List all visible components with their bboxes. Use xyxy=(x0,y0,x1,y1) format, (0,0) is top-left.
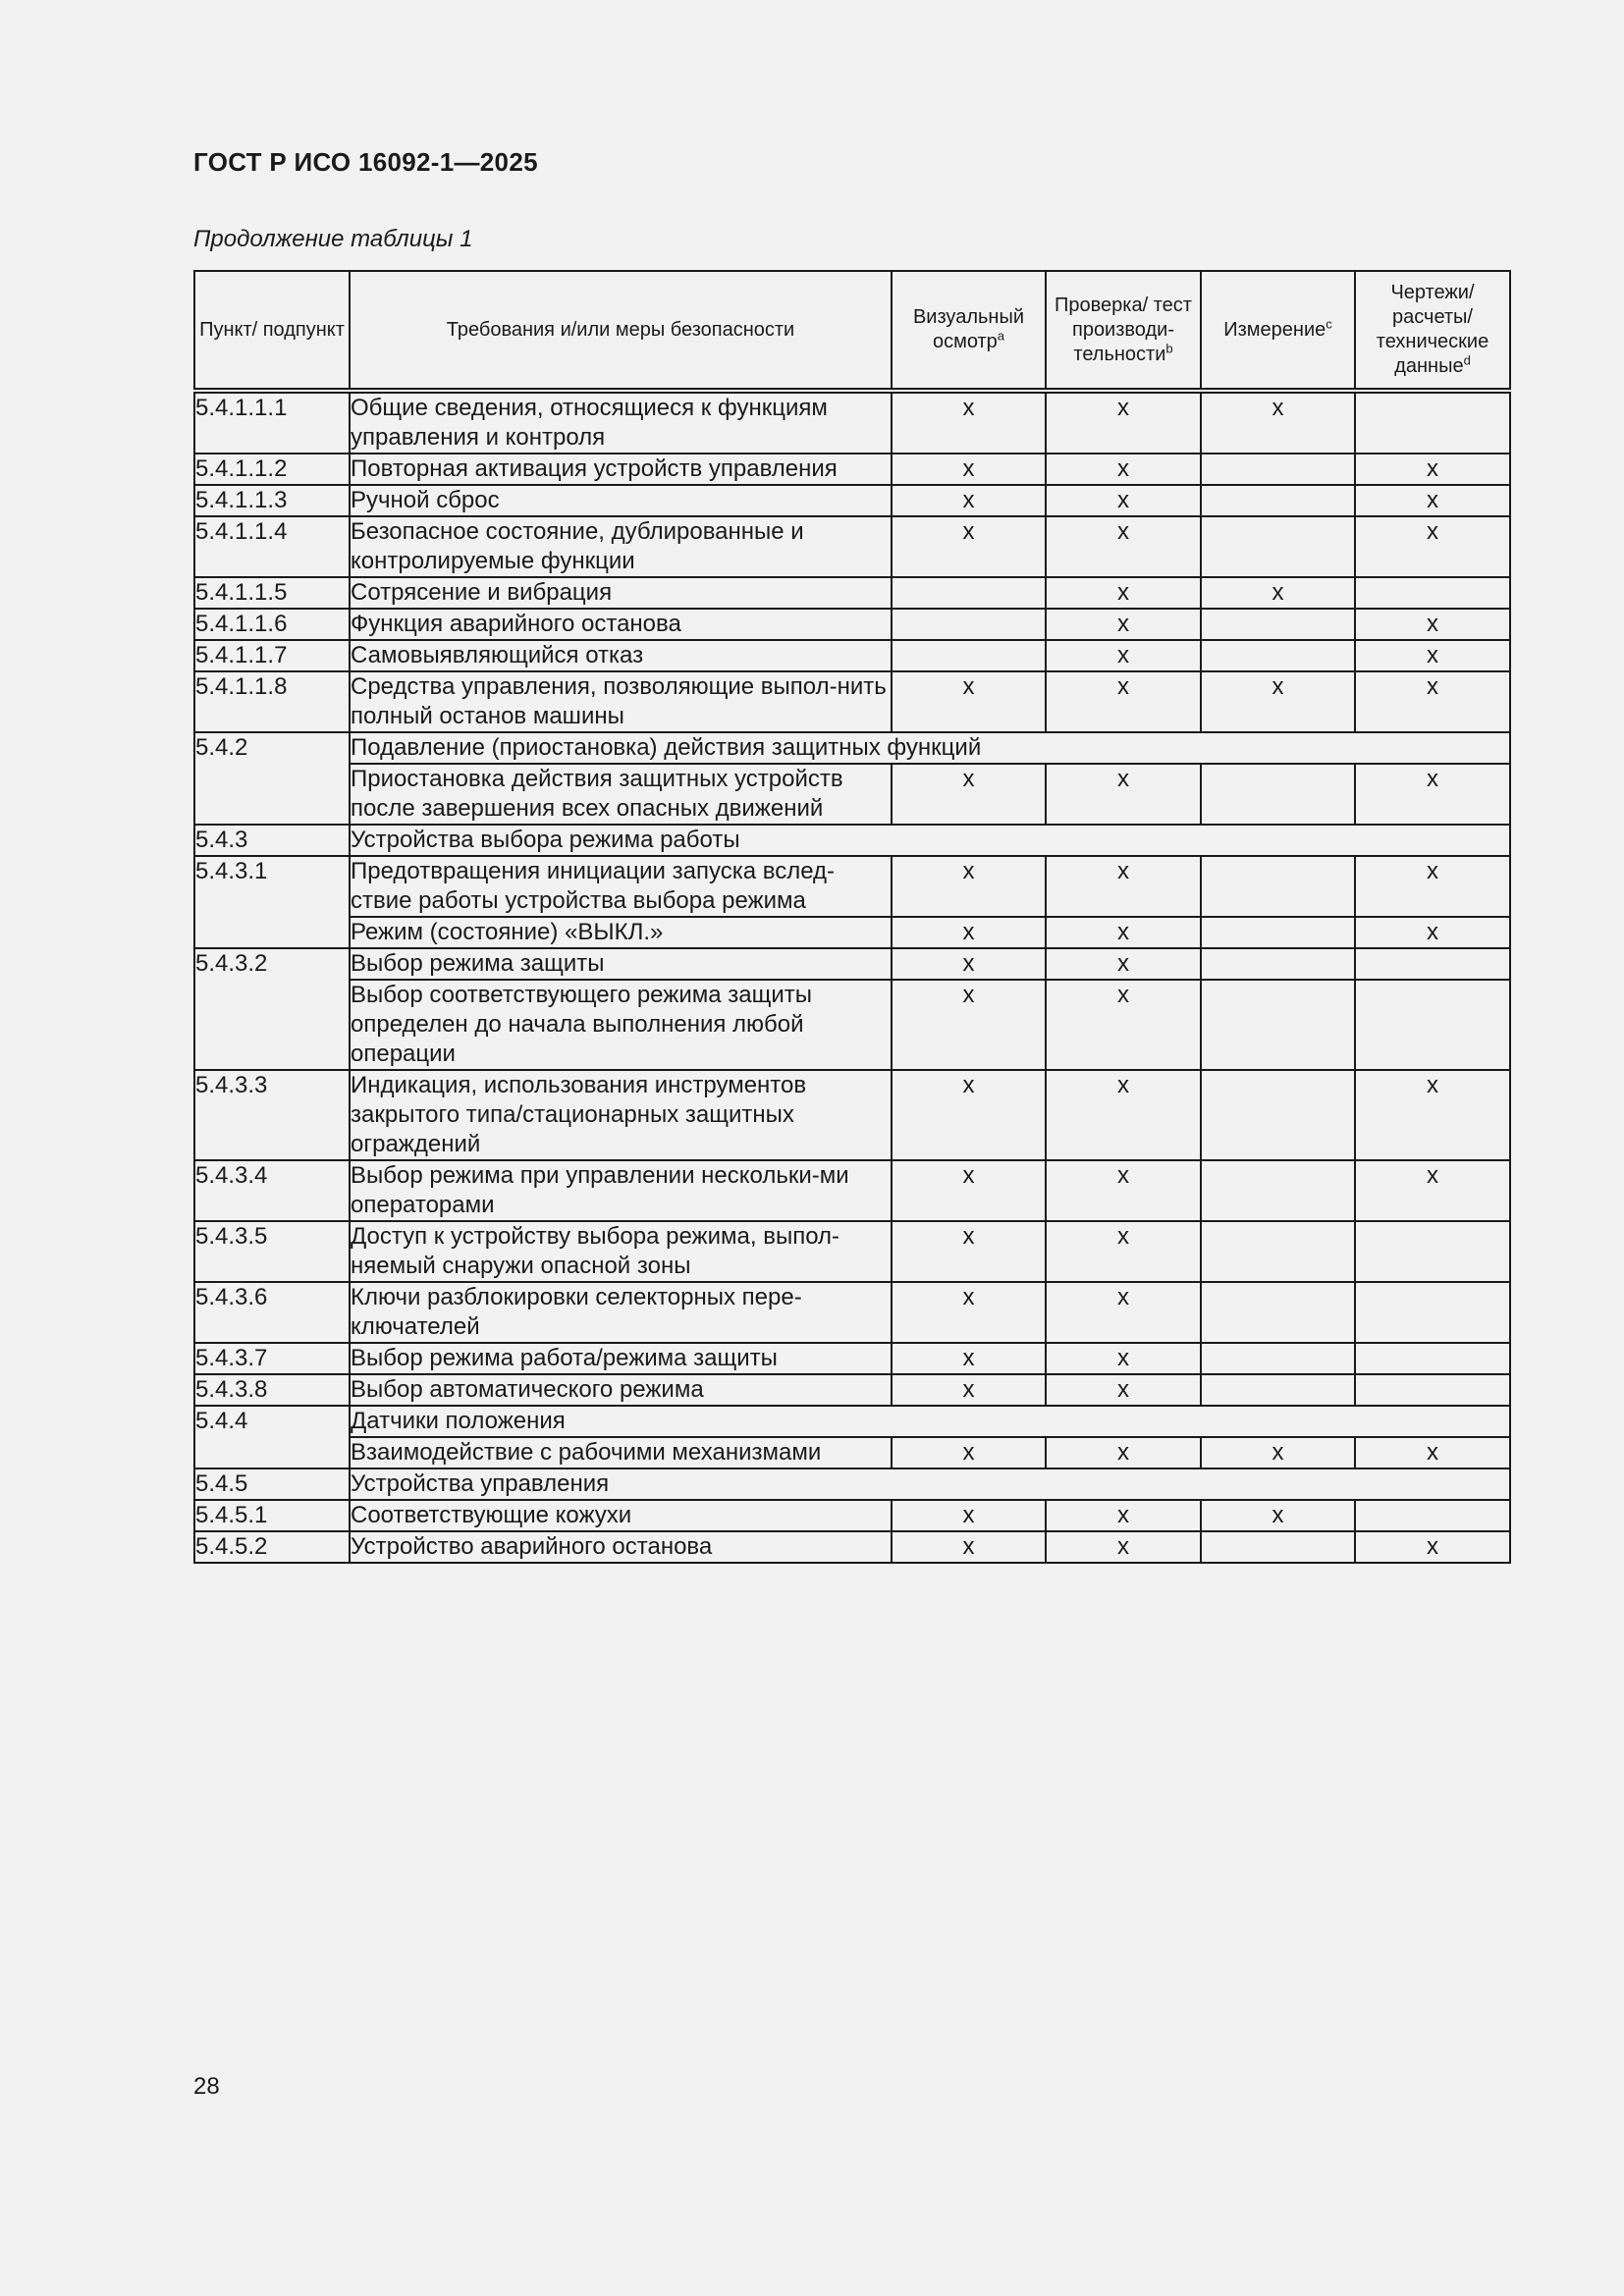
clause-cell: 5.4.1.1.7 xyxy=(194,640,350,671)
mark-measure xyxy=(1201,640,1355,671)
col-header-drawings xyxy=(1355,271,1510,391)
mark-test: x xyxy=(1046,1374,1201,1406)
mark-visual: x xyxy=(892,1160,1046,1221)
table-row xyxy=(194,454,1510,485)
table-row xyxy=(194,732,1510,764)
mark-test: x xyxy=(1046,856,1201,917)
section-heading-cell: Устройства управления xyxy=(350,1468,1510,1500)
clause-cell: 5.4.1.1.3 xyxy=(194,485,350,516)
col-header-measure xyxy=(1201,271,1355,391)
mark-test: x xyxy=(1046,640,1201,671)
mark-measure xyxy=(1201,980,1355,1070)
mark-drawings: x xyxy=(1355,1160,1510,1221)
mark-test: x xyxy=(1046,1282,1201,1343)
table-row xyxy=(194,1374,1510,1406)
mark-drawings: x xyxy=(1355,671,1510,732)
mark-drawings xyxy=(1355,948,1510,980)
mark-visual xyxy=(892,577,1046,609)
col-header-test xyxy=(1046,271,1201,391)
mark-measure xyxy=(1201,764,1355,825)
mark-visual xyxy=(892,609,1046,640)
mark-visual: x xyxy=(892,917,1046,948)
table-row xyxy=(194,485,1510,516)
col-header-measure-label: Измерение xyxy=(1223,318,1326,341)
clause-cell: 5.4.5 xyxy=(194,1468,350,1500)
mark-drawings xyxy=(1355,980,1510,1070)
mark-test: x xyxy=(1046,391,1201,454)
mark-test: x xyxy=(1046,1221,1201,1282)
mark-test: x xyxy=(1046,1437,1201,1468)
mark-measure xyxy=(1201,454,1355,485)
mark-test: x xyxy=(1046,1343,1201,1374)
mark-test: x xyxy=(1046,485,1201,516)
mark-drawings: x xyxy=(1355,609,1510,640)
clause-cell: 5.4.5.1 xyxy=(194,1500,350,1531)
mark-test: x xyxy=(1046,1070,1201,1160)
mark-visual: x xyxy=(892,1374,1046,1406)
mark-measure: x xyxy=(1201,577,1355,609)
mark-test: x xyxy=(1046,1531,1201,1563)
mark-drawings xyxy=(1355,1500,1510,1531)
requirement-cell: Устройство аварийного останова xyxy=(350,1531,892,1563)
requirement-cell: Общие сведения, относящиеся к функциям управления и контроля xyxy=(350,391,892,454)
mark-drawings xyxy=(1355,1374,1510,1406)
table-caption: Продолжение таблицы 1 xyxy=(193,226,473,252)
requirement-cell: Повторная активация устройств управления xyxy=(350,454,892,485)
mark-test: x xyxy=(1046,516,1201,577)
mark-drawings: x xyxy=(1355,856,1510,917)
mark-drawings: x xyxy=(1355,1437,1510,1468)
mark-visual xyxy=(892,640,1046,671)
table-row xyxy=(194,948,1510,980)
clause-cell: 5.4.3 xyxy=(194,825,350,856)
table-row xyxy=(194,1500,1510,1531)
section-heading-cell: Устройства выбора режима работы xyxy=(350,825,1510,856)
footnote-marker: d xyxy=(1463,352,1471,368)
mark-visual: x xyxy=(892,1500,1046,1531)
col-header-requirement: Требования и/или меры безопасности xyxy=(350,271,892,391)
requirement-cell: Функция аварийного останова xyxy=(350,609,892,640)
clause-cell: 5.4.3.8 xyxy=(194,1374,350,1406)
clause-cell: 5.4.3.1 xyxy=(194,856,350,948)
table-row xyxy=(194,1221,1510,1282)
mark-test: x xyxy=(1046,764,1201,825)
mark-measure: x xyxy=(1201,1437,1355,1468)
table-row xyxy=(194,1406,1510,1437)
col-header-clause: Пункт/ подпункт xyxy=(194,271,350,391)
table-row xyxy=(194,609,1510,640)
col-header-test-label: Проверка/ тест производи- тельности xyxy=(1055,294,1192,365)
clause-cell: 5.4.3.3 xyxy=(194,1070,350,1160)
mark-drawings: x xyxy=(1355,485,1510,516)
mark-measure xyxy=(1201,1282,1355,1343)
table-row xyxy=(194,671,1510,732)
mark-drawings xyxy=(1355,1343,1510,1374)
requirement-cell: Сотрясение и вибрация xyxy=(350,577,892,609)
requirement-cell: Выбор режима защиты xyxy=(350,948,892,980)
mark-drawings xyxy=(1355,1221,1510,1282)
table-row xyxy=(194,1070,1510,1160)
table-header-row xyxy=(194,271,1510,391)
mark-visual: x xyxy=(892,856,1046,917)
clause-cell: 5.4.3.4 xyxy=(194,1160,350,1221)
clause-cell: 5.4.1.1.4 xyxy=(194,516,350,577)
mark-drawings: x xyxy=(1355,640,1510,671)
mark-test: x xyxy=(1046,917,1201,948)
section-heading-cell: Подавление (приостановка) действия защитных функций xyxy=(350,732,1510,764)
requirement-cell: Самовыявляющийся отказ xyxy=(350,640,892,671)
mark-test: x xyxy=(1046,1160,1201,1221)
mark-test: x xyxy=(1046,454,1201,485)
requirement-cell: Доступ к устройству выбора режима, выпол-няемый снаружи опасной зоны xyxy=(350,1221,892,1282)
mark-visual: x xyxy=(892,1221,1046,1282)
mark-visual: x xyxy=(892,485,1046,516)
requirement-cell: Выбор соответствующего режима защиты определен до начала выполнения любой операции xyxy=(350,980,892,1070)
col-header-visual xyxy=(892,271,1046,391)
table-row xyxy=(194,1282,1510,1343)
col-header-drawings-label: Чертежи/ расчеты/ технические данные xyxy=(1376,282,1489,377)
mark-measure: x xyxy=(1201,671,1355,732)
footnote-marker: b xyxy=(1165,340,1173,355)
mark-measure xyxy=(1201,1531,1355,1563)
mark-measure: x xyxy=(1201,1500,1355,1531)
clause-cell: 5.4.1.1.1 xyxy=(194,391,350,454)
clause-cell: 5.4.3.6 xyxy=(194,1282,350,1343)
clause-cell: 5.4.5.2 xyxy=(194,1531,350,1563)
mark-drawings: x xyxy=(1355,764,1510,825)
mark-measure xyxy=(1201,917,1355,948)
table-row xyxy=(194,640,1510,671)
mark-visual: x xyxy=(892,1343,1046,1374)
mark-visual: x xyxy=(892,391,1046,454)
mark-drawings: x xyxy=(1355,516,1510,577)
clause-cell: 5.4.3.5 xyxy=(194,1221,350,1282)
mark-drawings xyxy=(1355,391,1510,454)
mark-drawings xyxy=(1355,1282,1510,1343)
col-header-visual-label: Визуальный осмотр xyxy=(912,306,1025,352)
requirement-cell: Безопасное состояние, дублированные и контролируемые функции xyxy=(350,516,892,577)
mark-measure xyxy=(1201,1374,1355,1406)
mark-drawings: x xyxy=(1355,1070,1510,1160)
mark-test: x xyxy=(1046,980,1201,1070)
mark-test: x xyxy=(1046,609,1201,640)
requirement-cell: Ключи разблокировки селекторных пере-ключателей xyxy=(350,1282,892,1343)
table-row xyxy=(194,577,1510,609)
mark-measure: x xyxy=(1201,391,1355,454)
requirement-cell: Соответствующие кожухи xyxy=(350,1500,892,1531)
clause-cell: 5.4.3.2 xyxy=(194,948,350,1070)
clause-cell: 5.4.1.1.8 xyxy=(194,671,350,732)
clause-cell: 5.4.4 xyxy=(194,1406,350,1468)
mark-measure xyxy=(1201,1070,1355,1160)
table-row xyxy=(194,1437,1510,1468)
mark-measure xyxy=(1201,1343,1355,1374)
mark-measure xyxy=(1201,609,1355,640)
requirement-cell: Средства управления, позволяющие выпол-нить полный останов машины xyxy=(350,671,892,732)
clause-cell: 5.4.1.1.2 xyxy=(194,454,350,485)
mark-visual: x xyxy=(892,1282,1046,1343)
mark-visual: x xyxy=(892,1070,1046,1160)
mark-measure xyxy=(1201,856,1355,917)
requirement-cell: Выбор режима работа/режима защиты xyxy=(350,1343,892,1374)
footnote-marker: a xyxy=(997,328,1005,344)
table-row xyxy=(194,1160,1510,1221)
table-row xyxy=(194,516,1510,577)
clause-cell: 5.4.2 xyxy=(194,732,350,825)
table-row xyxy=(194,391,1510,454)
clause-cell: 5.4.3.7 xyxy=(194,1343,350,1374)
mark-test: x xyxy=(1046,577,1201,609)
clause-cell: 5.4.1.1.6 xyxy=(194,609,350,640)
mark-measure xyxy=(1201,485,1355,516)
section-heading-cell: Датчики положения xyxy=(350,1406,1510,1437)
requirement-cell: Приостановка действия защитных устройств после завершения всех опасных движений xyxy=(350,764,892,825)
mark-test: x xyxy=(1046,1500,1201,1531)
requirements-table xyxy=(193,270,1511,1564)
table-row xyxy=(194,825,1510,856)
table-row xyxy=(194,1343,1510,1374)
mark-drawings: x xyxy=(1355,454,1510,485)
requirement-cell: Взаимодействие с рабочими механизмами xyxy=(350,1437,892,1468)
mark-visual: x xyxy=(892,454,1046,485)
requirement-cell: Ручной сброс xyxy=(350,485,892,516)
mark-visual: x xyxy=(892,764,1046,825)
page-number: 28 xyxy=(193,2073,220,2100)
mark-measure xyxy=(1201,1221,1355,1282)
mark-test: x xyxy=(1046,671,1201,732)
mark-visual: x xyxy=(892,1531,1046,1563)
table-row xyxy=(194,980,1510,1070)
clause-cell: 5.4.1.1.5 xyxy=(194,577,350,609)
requirement-cell: Предотвращения инициации запуска вслед-ствие работы устройства выбора режима xyxy=(350,856,892,917)
mark-drawings xyxy=(1355,577,1510,609)
mark-test: x xyxy=(1046,948,1201,980)
requirement-cell: Выбор автоматического режима xyxy=(350,1374,892,1406)
table-row xyxy=(194,917,1510,948)
footnote-marker: c xyxy=(1326,315,1332,331)
mark-visual: x xyxy=(892,980,1046,1070)
mark-visual: x xyxy=(892,671,1046,732)
requirement-cell: Режим (состояние) «ВЫКЛ.» xyxy=(350,917,892,948)
mark-measure xyxy=(1201,1160,1355,1221)
document-header: ГОСТ Р ИСО 16092-1—2025 xyxy=(193,147,538,177)
mark-visual: x xyxy=(892,948,1046,980)
table-row xyxy=(194,764,1510,825)
table-row xyxy=(194,1531,1510,1563)
mark-visual: x xyxy=(892,1437,1046,1468)
requirement-cell: Выбор режима при управлении нескольки-ми операторами xyxy=(350,1160,892,1221)
mark-measure xyxy=(1201,516,1355,577)
requirement-cell: Индикация, использования инструментов закрытого типа/стационарных защитных ограждений xyxy=(350,1070,892,1160)
mark-drawings: x xyxy=(1355,1531,1510,1563)
mark-visual: x xyxy=(892,516,1046,577)
table-row xyxy=(194,1468,1510,1500)
mark-drawings: x xyxy=(1355,917,1510,948)
table-row xyxy=(194,856,1510,917)
table-body xyxy=(194,391,1510,1563)
mark-measure xyxy=(1201,948,1355,980)
